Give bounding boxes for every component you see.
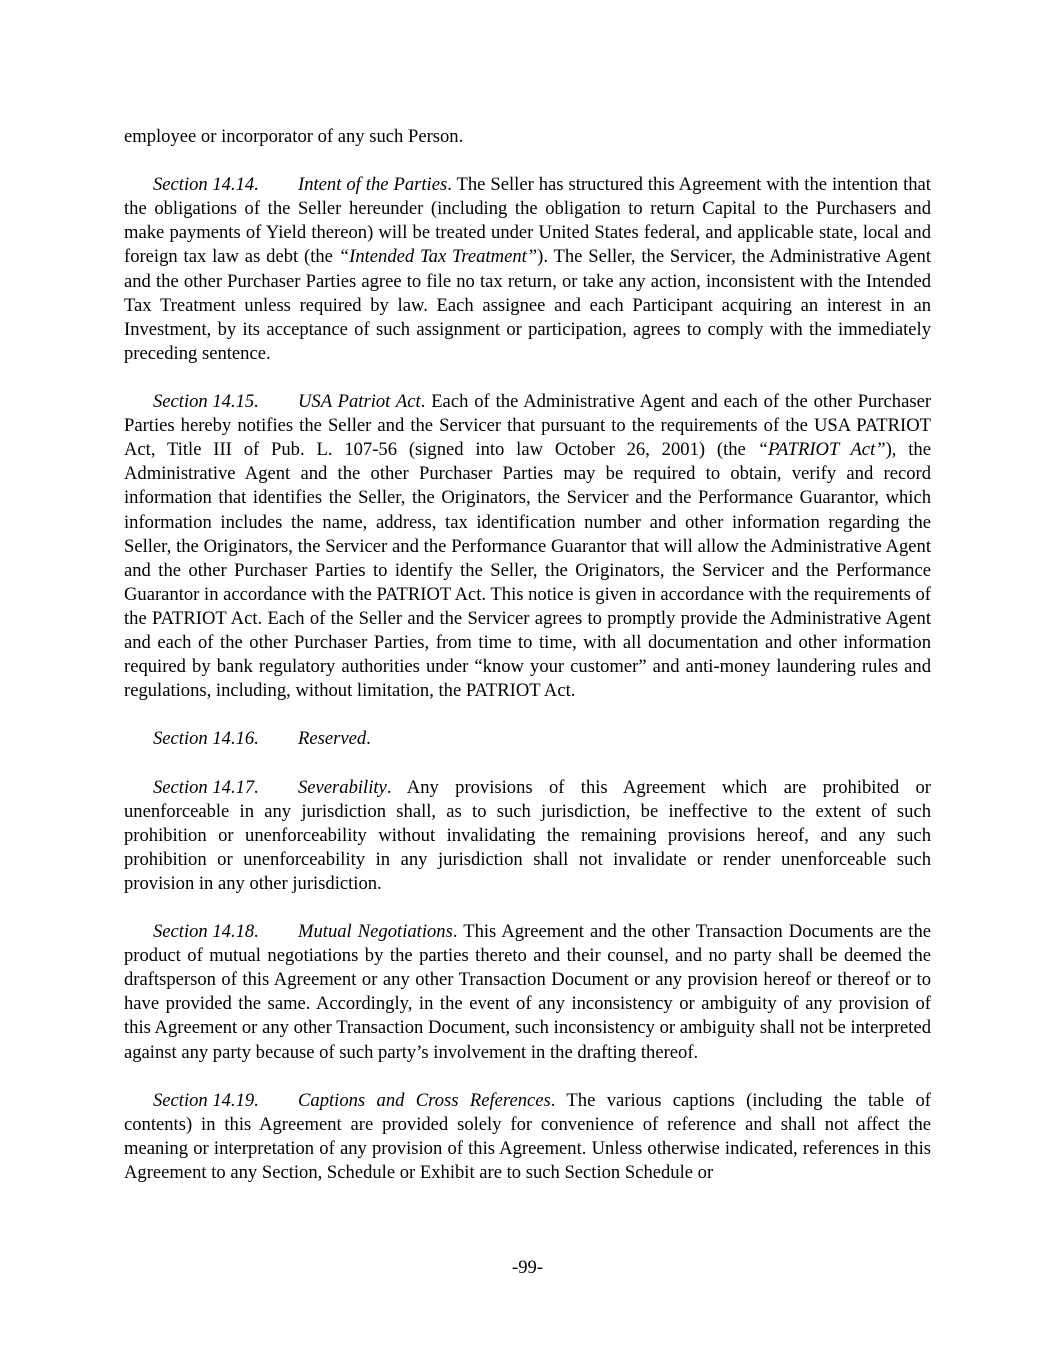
section-14-16: Section 14.16. Reserved. bbox=[124, 727, 931, 751]
section-body-continued: ). The Seller, the Servicer, the Administrative Agent and the other Purchaser Parties agree to file no tax return, or take any action, inconsistent with the Intended Tax Treatment unless required by law. Each assignee and each Participant acquiring an interest in an Investment, by its acceptance of such assignment or participation, agrees to comply with the immediately preceding sentence. bbox=[124, 246, 931, 364]
section-body-continued: ), the Administrative Agent and the other Purchaser Parties may be required to obtain, verify and record information that identifies the Seller, the Originators, the Servicer and the Performance Guarantor, which information includes the name, address, tax identification number and other information regarding the Seller, the Originators, the Servicer and the Performance Guarantor that will allow the Administrative Agent and the other Purchaser Parties to identify the Seller, the Originators, the Servicer and the Performance Guarantor in accordance with the PATRIOT Act. This notice is given in accordance with the requirements of the PATRIOT Act. Each of the Seller and the Servicer agrees to promptly provide the Administrative Agent and each of the other Purchaser Parties, from time to time, with all documentation and other information required by bank regulatory authorities under “know your customer” and anti-money laundering rules and regulations, including, without limitation, the PATRIOT Act. bbox=[124, 439, 931, 702]
section-heading: Reserved bbox=[298, 728, 367, 750]
section-number: Section 14.14. bbox=[153, 174, 259, 196]
section-heading: USA Patriot Act bbox=[298, 391, 421, 413]
section-body: The Seller has structured this Agreement with the intention that the obligations of the Seller hereunder (including the obligation to return Capital to the Purchasers and make payments of Yield thereon) will be treated under United States federal, and applicable state, local and foreign tax law as debt (the bbox=[124, 174, 931, 268]
section-number: Section 14.18. bbox=[153, 921, 259, 943]
section-14-18: Section 14.18. Mutual Negotiations. This Agreement and the other Transaction Documents are the product of mutual negotiations by the parties thereto and their counsel, and no party shall be deemed the draftsperson of this Agreement or any other Transaction Document or any provision hereof or thereof or to have provided the same. Accordingly, in the event of any inconsistency or ambiguity of any provision of this Agreement or any other Transaction Document, such inconsistency or ambiguity shall not be interpreted against any party because of such party’s involvement in the drafting thereof. bbox=[124, 921, 932, 1063]
section-14-14: Section 14.14. Intent of the Parties. The Seller has structured this Agreement with the intention that the obligations of the Seller hereunder (including the obligation to return Capital to the Purchasers and make payments of Yield thereon) will be treated under United States federal, and applicable state, local and foreign tax law as debt (the “Intended Tax Treatment”). The Seller, the Servicer, the Administrative Agent and the other Purchaser Parties agree to file no tax return, or take any action, inconsistent with the Intended Tax Treatment unless required by law. Each assignee and each Participant acquiring an interest in an Investment, by its acceptance of such assignment or participation, agrees to comply with the immediately preceding sentence. bbox=[124, 174, 931, 364]
section-number: Section 14.19. bbox=[153, 1089, 259, 1111]
section-body: Each of the Administrative Agent and each of the other Purchaser Parties hereby notifies the Seller and the Servicer that pursuant to the requirements of the USA PATRIOT Act, Title III of Pub. L. 107-56 (signed into law October 26, 2001) (the bbox=[124, 391, 932, 461]
continuation-text: employee or incorporator of any such Person. bbox=[124, 126, 464, 147]
section-14-15: Section 14.15. USA Patriot Act. Each of the Administrative Agent and each of the other Purchaser Parties hereby notifies the Seller and the Servicer that pursuant to the requirements of the USA PATRIOT Act, Title III of Pub. L. 107-56 (signed into law October 26, 2001) (the “PATRIOT Act”), the Administrative Agent and the other Purchaser Parties may be required to obtain, verify and record information that identifies the Seller, the Originators, the Servicer and the Performance Guarantor, which information includes the name, address, tax identification number and other information regarding the Seller, the Originators, the Servicer and the Performance Guarantor that will allow the Administrative Agent and the other Purchaser Parties to identify the Seller, the Originators, the Servicer and the Performance Guarantor in accordance with the PATRIOT Act. This notice is given in accordance with the requirements of the PATRIOT Act. Each of the Seller and the Servicer agrees to promptly provide the Administrative Agent and each of the other Purchaser Parties, from time to time, with all documentation and other information required by bank regulatory authorities under “know your customer” and anti-money laundering rules and regulations, including, without limitation, the PATRIOT Act. bbox=[124, 391, 932, 702]
section-heading: Mutual Negotiations bbox=[298, 921, 453, 943]
section-number: Section 14.17. bbox=[153, 776, 259, 798]
defined-term: “PATRIOT Act” bbox=[757, 439, 886, 461]
section-14-19: Section 14.19. Captions and Cross References. The various captions (including the table of contents) in this Agreement are provided solely for convenience of reference and shall not affect the meaning or interpretation of any provision of this Agreement. Unless otherwise indicated, references in this Agreement to any Section, Schedule or Exhibit are to such Section Schedule or bbox=[124, 1089, 931, 1184]
section-body: The various captions (including the table of contents) in this Agreement are provided solely for convenience of reference and shall not affect the meaning or interpretation of any provision of this Agreement. Unless otherwise indicated, references in this Agreement to any Section, Schedule or Exhibit are to such Section Schedule or bbox=[124, 1089, 931, 1184]
section-heading: Intent of the Parties bbox=[298, 174, 448, 196]
section-body: Any provisions of this Agreement which are prohibited or unenforceable in any jurisdiction shall, as to such jurisdiction, be ineffective to the extent of such prohibition or unenforceability without invalidating the remaining provisions hereof, and any such prohibition or unenforceability in any jurisdiction shall not invalidate or render unenforceable such provision in any other jurisdiction. bbox=[124, 776, 931, 894]
section-number: Section 14.16. bbox=[153, 728, 259, 750]
section-14-17: Section 14.17. Severability. Any provisions of this Agreement which are prohibited or unenforceable in any jurisdiction shall, as to such jurisdiction, be ineffective to the extent of such prohibition or unenforceability without invalidating the remaining provisions hereof, and any such prohibition or unenforceability in any jurisdiction shall not invalidate or render unenforceable such provision in any other jurisdiction. bbox=[124, 776, 931, 894]
section-heading: Captions and Cross References bbox=[298, 1089, 551, 1111]
section-body: This Agreement and the other Transaction Documents are the product of mutual negotiations by the parties thereto and their counsel, and no party shall be deemed the draftsperson of this Agreement or any other Transaction Document or any provision hereof or thereof or to have provided the same. Accordingly, in the event of any inconsistency or ambiguity of any provision of this Agreement or any other Transaction Document, such inconsistency or ambiguity shall not be interpreted against any party because of such party’s involvement in the drafting thereof. bbox=[124, 921, 932, 1063]
defined-term: “Intended Tax Treatment” bbox=[338, 246, 538, 268]
document-page bbox=[124, 125, 931, 1209]
page-number: -99- bbox=[512, 1257, 543, 1278]
section-number: Section 14.15. bbox=[153, 391, 259, 413]
section-heading: Severability bbox=[298, 776, 387, 798]
